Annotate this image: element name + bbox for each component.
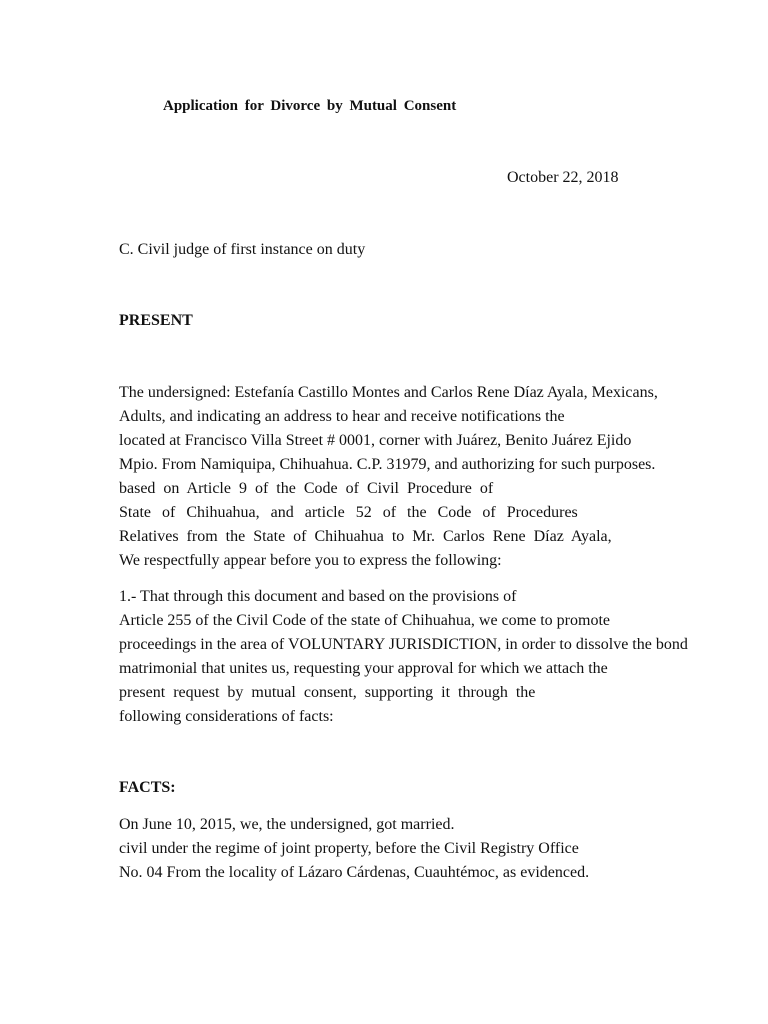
present-heading: PRESENT — [119, 312, 193, 329]
intro-line: The undersigned: Estefanía Castillo Montes and Carlos Rene Díaz Ayala, Mexicans, — [119, 384, 658, 401]
intro-line: We respectfully appear before you to express the following: — [119, 552, 502, 569]
intro-line: based on Article 9 of the Code of Civil Procedure of — [119, 480, 494, 497]
intro-line: Mpio. From Namiquipa, Chihuahua. C.P. 31979, and authorizing for such purposes. — [119, 456, 656, 473]
point1-line: matrimonial that unites us, requesting your approval for which we attach the — [119, 660, 608, 677]
facts-line: No. 04 From the locality of Lázaro Cárdenas, Cuauhtémoc, as evidenced. — [119, 864, 590, 881]
intro-line: Relatives from the State of Chihuahua to Mr. Carlos Rene Díaz Ayala, — [119, 528, 612, 545]
facts-heading: FACTS: — [119, 779, 176, 796]
intro-line: Adults, and indicating an address to hear and receive notifications the — [119, 408, 565, 425]
point1-line: present request by mutual consent, supporting it through the — [119, 684, 536, 701]
facts-line: civil under the regime of joint property, before the Civil Registry Office — [119, 840, 579, 857]
facts-line: On June 10, 2015, we, the undersigned, got married. — [119, 816, 455, 833]
intro-line: State of Chihuahua, and article 52 of the Code of Procedures — [119, 504, 578, 521]
intro-line: located at Francisco Villa Street # 0001, corner with Juárez, Benito Juárez Ejido — [119, 432, 632, 449]
point1-line: Article 255 of the Civil Code of the state of Chihuahua, we come to promote — [119, 612, 610, 629]
point1-line: proceedings in the area of VOLUNTARY JURISDICTION, in order to dissolve the bond — [119, 636, 688, 653]
point1-line: following considerations of facts: — [119, 708, 334, 725]
addressee-line: C. Civil judge of first instance on duty — [119, 241, 366, 258]
document-title: Application for Divorce by Mutual Consent — [163, 98, 457, 114]
point1-line: 1.- That through this document and based on the provisions of — [119, 588, 517, 605]
document-date: October 22, 2018 — [507, 169, 619, 186]
